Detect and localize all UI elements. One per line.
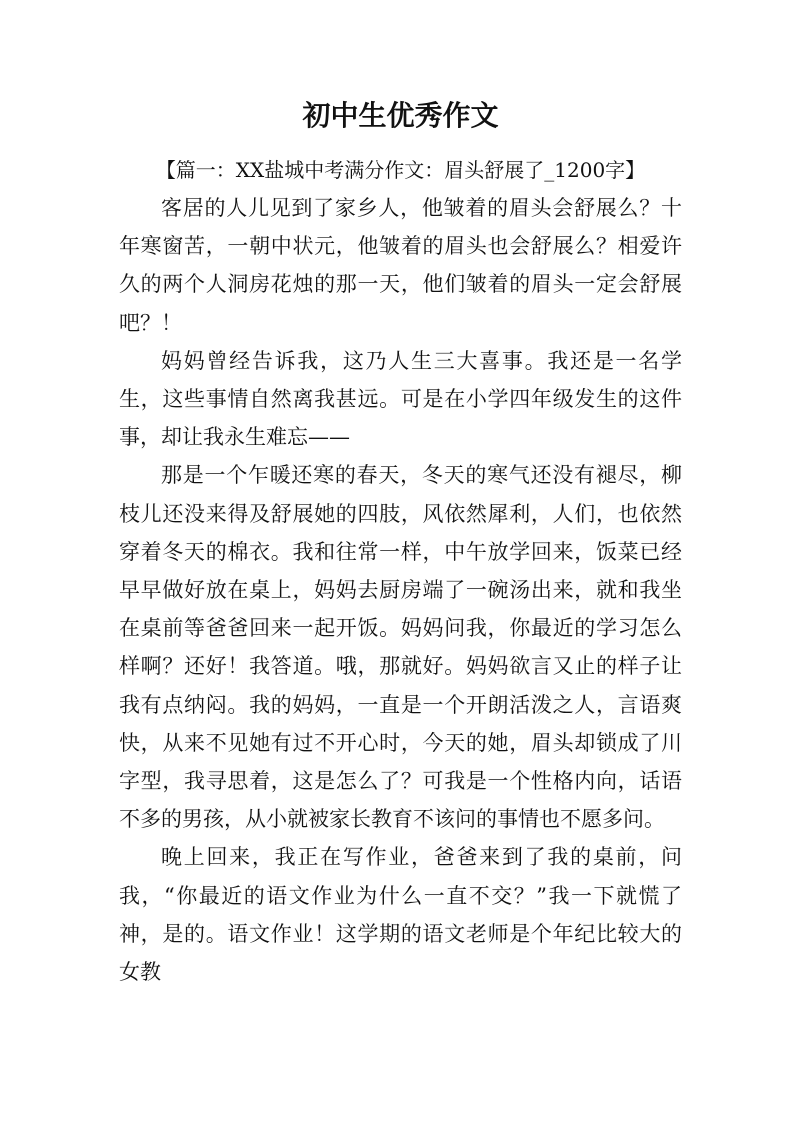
paragraph-3: 那是一个乍暖还寒的春天，冬天的寒气还没有褪尽，柳枝儿还没来得及舒展她的四肢，风依然犀利，人们，也依然穿着冬天的棉衣。我和往常一样，中午放学回来，饭菜已经早早做好放在桌上，妈妈去厨房端了一碗汤出来，就和我坐在桌前等爸爸回来一起开饭。妈妈问我，你最近的学习怎么样啊？还好！我答道。哦，那就好。妈妈欲言又止的样子让我有点纳闷。我的妈妈，一直是一个开朗活泼之人，言语爽快，从来不见她有过不开心时，今天的她，眉头却锁成了川字型，我寻思着，这是怎么了？可我是一个性格内向，话语不多的男孩，从小就被家长教育不该问的事情也不愿多问。	[119, 463, 682, 832]
document-title: 初中生优秀作文	[302, 99, 499, 132]
paragraph-1: 客居的人儿见到了家乡人，他皱着的眉头会舒展么？十年寒窗苦，一朝中状元，他皱着的眉头也会舒展么？相爱许久的两个人洞房花烛的那一天，他们皱着的眉头一定会舒展吧？！	[119, 196, 682, 335]
essay-heading: 【篇一：XX盐城中考满分作文：眉头舒展了_1200字】	[155, 158, 646, 182]
paragraph-4: 晚上回来，我正在写作业，爸爸来到了我的桌前，问我，“你最近的语文作业为什么一直不交？”我一下就慌了神，是的。语文作业！这学期的语文老师是个年纪比较大的女教	[119, 845, 682, 985]
paragraph-2: 妈妈曾经告诉我，这乃人生三大喜事。我还是一名学生，这些事情自然离我甚远。可是在小学四年级发生的这件事，却让我永生难忘——	[119, 348, 682, 450]
